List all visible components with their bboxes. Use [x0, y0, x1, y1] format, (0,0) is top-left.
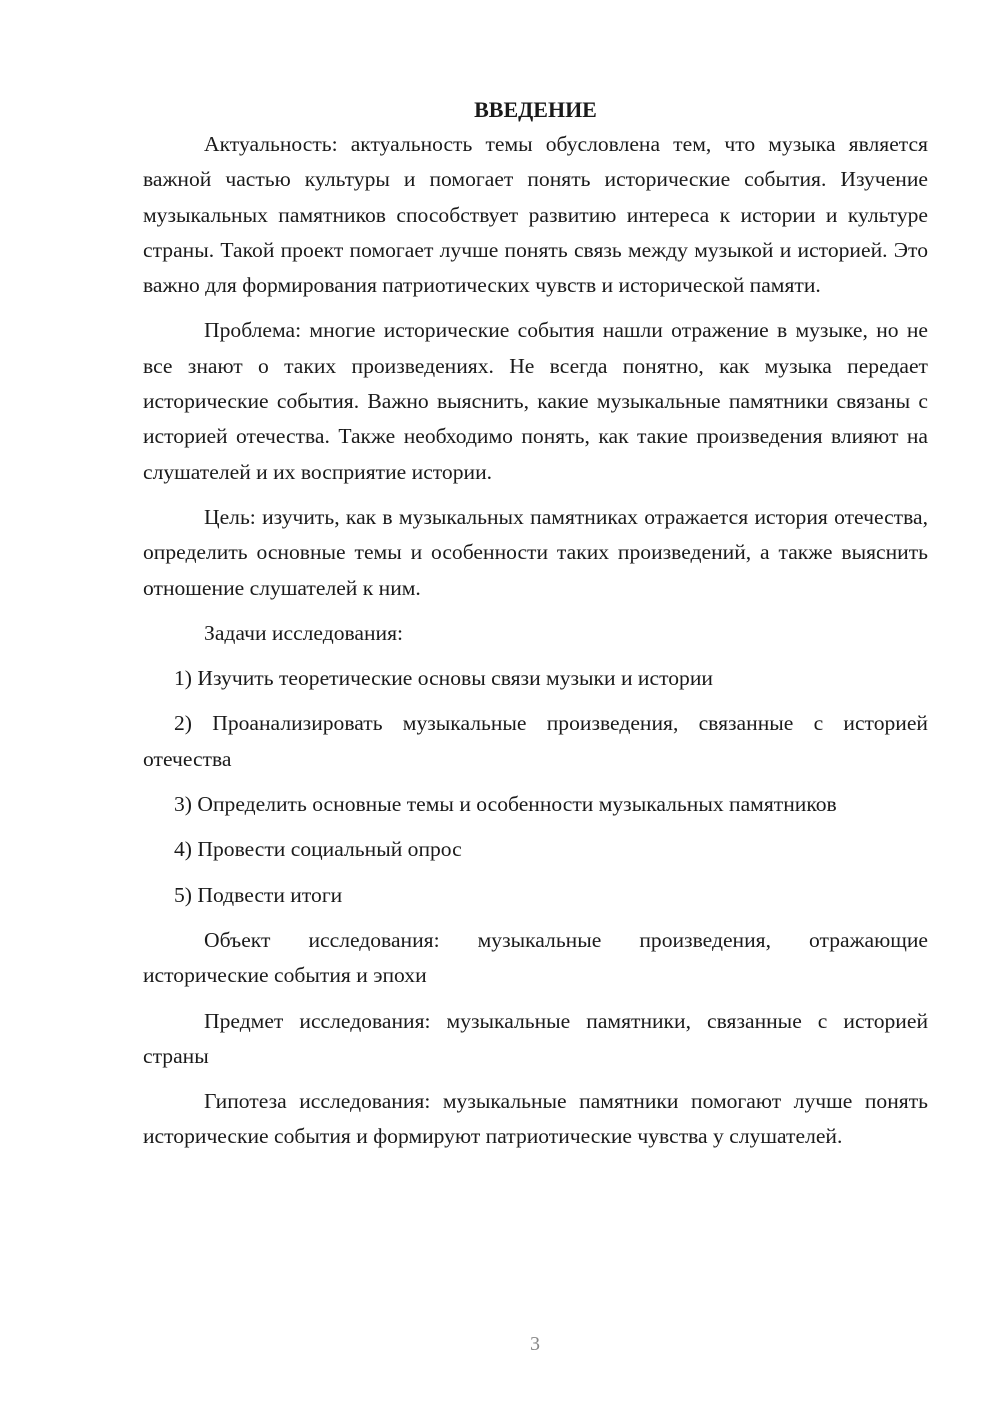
- task-item-1: 1) Изучить теоретические основы связи музыки и истории: [174, 666, 713, 691]
- tasks-heading: Задачи исследования:: [204, 620, 404, 645]
- paragraph-problem: Проблема: многие исторические события нашли отражение в музыке, но не все знают о таких произведениях. Не всегда понятно, как музыка передает исторические события. Важно выяснить, какие музыкальные памятники связаны с историей отечества. Также необходимо понять, как такие произведения влияют на слушателей и их восприятие истории.: [143, 318, 928, 484]
- paragraph-relevance: Актуальность: актуальность темы обусловлена тем, что музыка является важной частью культуры и помогает понять исторические события. Изучение музыкальных памятников способствует развитию интереса к истории и культуре страны. Такой проект помогает лучше понять связь между музыкой и историей. Это важно для формирования патриотических чувств и исторической памяти.: [143, 132, 928, 298]
- paragraph-object: Объект исследования: музыкальные произведения, отражающие исторические события и эпохи: [143, 927, 928, 988]
- task-item-3: 3) Определить основные темы и особенности музыкальных памятников: [174, 792, 837, 817]
- paragraph-hypothesis: Гипотеза исследования: музыкальные памятники помогают лучше понять исторические события и формируют патриотические чувства у слушателей.: [143, 1089, 928, 1149]
- paragraph-subject: Предмет исследования: музыкальные памятники, связанные с историей страны: [143, 1008, 928, 1068]
- page-number: 3: [530, 1333, 540, 1355]
- task-item-5: 5) Подвести итоги: [174, 882, 343, 907]
- section-title: ВВЕДЕНИЕ: [474, 97, 597, 122]
- paragraph-goal: Цель: изучить, как в музыкальных памятниках отражается история отечества, определить основные темы и особенности таких произведений, а также выяснить отношение слушателей к ним.: [143, 504, 928, 600]
- task-item-4: 4) Провести социальный опрос: [174, 837, 462, 862]
- task-item-2: 2) Проанализировать музыкальные произведения, связанные с историей отечества: [143, 711, 928, 771]
- document-page: [143, 92, 928, 1165]
